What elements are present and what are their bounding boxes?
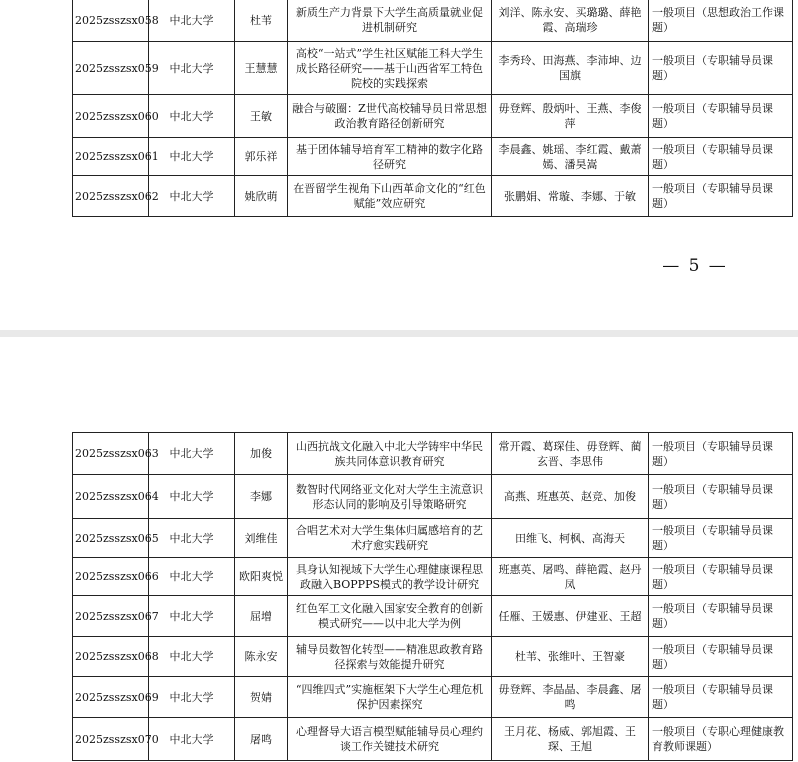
members-cell: 李秀玲、田海燕、李沛坤、边国旗 bbox=[492, 42, 649, 95]
leader-cell: 屠鸣 bbox=[235, 718, 288, 761]
school-cell: 中北大学 bbox=[149, 637, 235, 677]
school-cell: 中北大学 bbox=[149, 596, 235, 637]
members-cell: 田维飞、柯枫、高海天 bbox=[492, 519, 649, 558]
project-type-cell: 一般项目（专职辅导员课题） bbox=[649, 138, 793, 176]
project-id-cell: 2025zsszsx059 bbox=[73, 42, 149, 95]
members-cell: 任雁、王媛惠、伊建亚、王超 bbox=[492, 596, 649, 637]
table-row bbox=[73, 138, 793, 176]
school-cell: 中北大学 bbox=[149, 433, 235, 475]
project-title-cell: “四维四式”实施框架下大学生心理危机保护因素探究 bbox=[288, 677, 492, 718]
table-row bbox=[73, 718, 793, 761]
members-cell: 张鹏娟、常璇、李娜、于敏 bbox=[492, 176, 649, 217]
project-id-cell: 2025zsszsx070 bbox=[73, 718, 149, 761]
school-cell: 中北大学 bbox=[149, 718, 235, 761]
members-cell: 高燕、班惠英、赵竞、加俊 bbox=[492, 475, 649, 519]
table-row bbox=[73, 677, 793, 718]
project-title-cell: 心理督导大语言模型赋能辅导员心理约谈工作关键技术研究 bbox=[288, 718, 492, 761]
members-cell: 杜苇、张维叶、王智豪 bbox=[492, 637, 649, 677]
project-id-cell: 2025zsszsx063 bbox=[73, 433, 149, 475]
project-id-cell: 2025zsszsx067 bbox=[73, 596, 149, 637]
table-row bbox=[73, 475, 793, 519]
project-id-cell: 2025zsszsx065 bbox=[73, 519, 149, 558]
project-title-cell: 辅导员数智化转型——精准思政教育路径探索与效能提升研究 bbox=[288, 637, 492, 677]
leader-cell: 屈增 bbox=[235, 596, 288, 637]
project-title-cell: 高校“一站式”学生社区赋能工科大学生成长路径研究——基于山西省军工特色院校的实践探索 bbox=[288, 42, 492, 95]
leader-cell: 陈永安 bbox=[235, 637, 288, 677]
project-type-cell: 一般项目（专职辅导员课题） bbox=[649, 637, 793, 677]
project-id-cell: 2025zsszsx058 bbox=[73, 0, 149, 42]
school-cell: 中北大学 bbox=[149, 558, 235, 596]
project-title-cell: 山西抗战文化融入中北大学铸牢中华民族共同体意识教育研究 bbox=[288, 433, 492, 475]
leader-cell: 李娜 bbox=[235, 475, 288, 519]
school-cell: 中北大学 bbox=[149, 519, 235, 558]
school-cell: 中北大学 bbox=[149, 176, 235, 217]
members-cell: 王月花、杨威、郭旭霞、王琛、王旭 bbox=[492, 718, 649, 761]
leader-cell: 郭乐祥 bbox=[235, 138, 288, 176]
project-id-cell: 2025zsszsx060 bbox=[73, 95, 149, 138]
project-id-cell: 2025zsszsx068 bbox=[73, 637, 149, 677]
table-row bbox=[73, 0, 793, 42]
table-row bbox=[73, 95, 793, 138]
school-cell: 中北大学 bbox=[149, 95, 235, 138]
project-title-cell: 新质生产力背景下大学生高质量就业促进机制研究 bbox=[288, 0, 492, 42]
members-cell: 毋登辉、李晶晶、李晨鑫、屠鸣 bbox=[492, 677, 649, 718]
document-page-top bbox=[0, 0, 798, 330]
members-cell: 常开霞、葛琛佳、毋登辉、蔺玄晋、李思伟 bbox=[492, 433, 649, 475]
school-cell: 中北大学 bbox=[149, 0, 235, 42]
project-type-cell: 一般项目（专职辅导员课题） bbox=[649, 558, 793, 596]
leader-cell: 欧阳爽悦 bbox=[235, 558, 288, 596]
project-type-cell: 一般项目（专职辅导员课题） bbox=[649, 677, 793, 718]
table-row bbox=[73, 558, 793, 596]
project-type-cell: 一般项目（专职辅导员课题） bbox=[649, 176, 793, 217]
members-cell: 毋登辉、殷炳叶、王燕、李俊萍 bbox=[492, 95, 649, 138]
leader-cell: 杜苇 bbox=[235, 0, 288, 42]
project-title-cell: 合唱艺术对大学生集体归属感培育的艺术疗愈实践研究 bbox=[288, 519, 492, 558]
project-type-cell: 一般项目（思想政治工作课题） bbox=[649, 0, 793, 42]
leader-cell: 加俊 bbox=[235, 433, 288, 475]
school-cell: 中北大学 bbox=[149, 138, 235, 176]
project-type-cell: 一般项目（专职心理健康教育教师课题） bbox=[649, 718, 793, 761]
project-type-cell: 一般项目（专职辅导员课题） bbox=[649, 475, 793, 519]
table-row bbox=[73, 637, 793, 677]
project-title-cell: 融合与破圈：Z世代高校辅导员日常思想政治教育路径创新研究 bbox=[288, 95, 492, 138]
project-type-cell: 一般项目（专职辅导员课题） bbox=[649, 596, 793, 637]
project-title-cell: 基于团体辅导培育军工精神的数字化路径研究 bbox=[288, 138, 492, 176]
project-id-cell: 2025zsszsx066 bbox=[73, 558, 149, 596]
leader-cell: 刘维佳 bbox=[235, 519, 288, 558]
school-cell: 中北大学 bbox=[149, 42, 235, 95]
project-id-cell: 2025zsszsx062 bbox=[73, 176, 149, 217]
project-title-cell: 在晋留学生视角下山西革命文化的“红色赋能”效应研究 bbox=[288, 176, 492, 217]
project-type-cell: 一般项目（专职辅导员课题） bbox=[649, 519, 793, 558]
school-cell: 中北大学 bbox=[149, 677, 235, 718]
project-table-top bbox=[72, 0, 793, 217]
members-cell: 李晨鑫、姚瑶、李红霞、戴萧嫣、潘昊嵩 bbox=[492, 138, 649, 176]
leader-cell: 王慧慧 bbox=[235, 42, 288, 95]
project-title-cell: 红色军工文化融入国家安全教育的创新模式研究——以中北大学为例 bbox=[288, 596, 492, 637]
document-page-bottom bbox=[0, 337, 798, 762]
page-number: — 5 — bbox=[662, 256, 728, 276]
project-title-cell: 数智时代网络亚文化对大学生主流意识形态认同的影响及引导策略研究 bbox=[288, 475, 492, 519]
leader-cell: 贺婧 bbox=[235, 677, 288, 718]
table-row bbox=[73, 596, 793, 637]
leader-cell: 王敏 bbox=[235, 95, 288, 138]
table-row bbox=[73, 42, 793, 95]
project-id-cell: 2025zsszsx069 bbox=[73, 677, 149, 718]
project-type-cell: 一般项目（专职辅导员课题） bbox=[649, 95, 793, 138]
project-type-cell: 一般项目（专职辅导员课题） bbox=[649, 42, 793, 95]
members-cell: 刘洋、陈永安、买璐璐、薛艳霞、高瑞珍 bbox=[492, 0, 649, 42]
table-row bbox=[73, 433, 793, 475]
school-cell: 中北大学 bbox=[149, 475, 235, 519]
project-type-cell: 一般项目（专职辅导员课题） bbox=[649, 433, 793, 475]
table-row bbox=[73, 176, 793, 217]
project-table-bottom bbox=[72, 432, 793, 761]
project-id-cell: 2025zsszsx064 bbox=[73, 475, 149, 519]
project-title-cell: 具身认知视域下大学生心理健康课程思政融入BOPPPS模式的教学设计研究 bbox=[288, 558, 492, 596]
members-cell: 班惠英、屠鸣、薛艳霞、赵丹凤 bbox=[492, 558, 649, 596]
leader-cell: 姚欣萌 bbox=[235, 176, 288, 217]
table-row bbox=[73, 519, 793, 558]
project-id-cell: 2025zsszsx061 bbox=[73, 138, 149, 176]
